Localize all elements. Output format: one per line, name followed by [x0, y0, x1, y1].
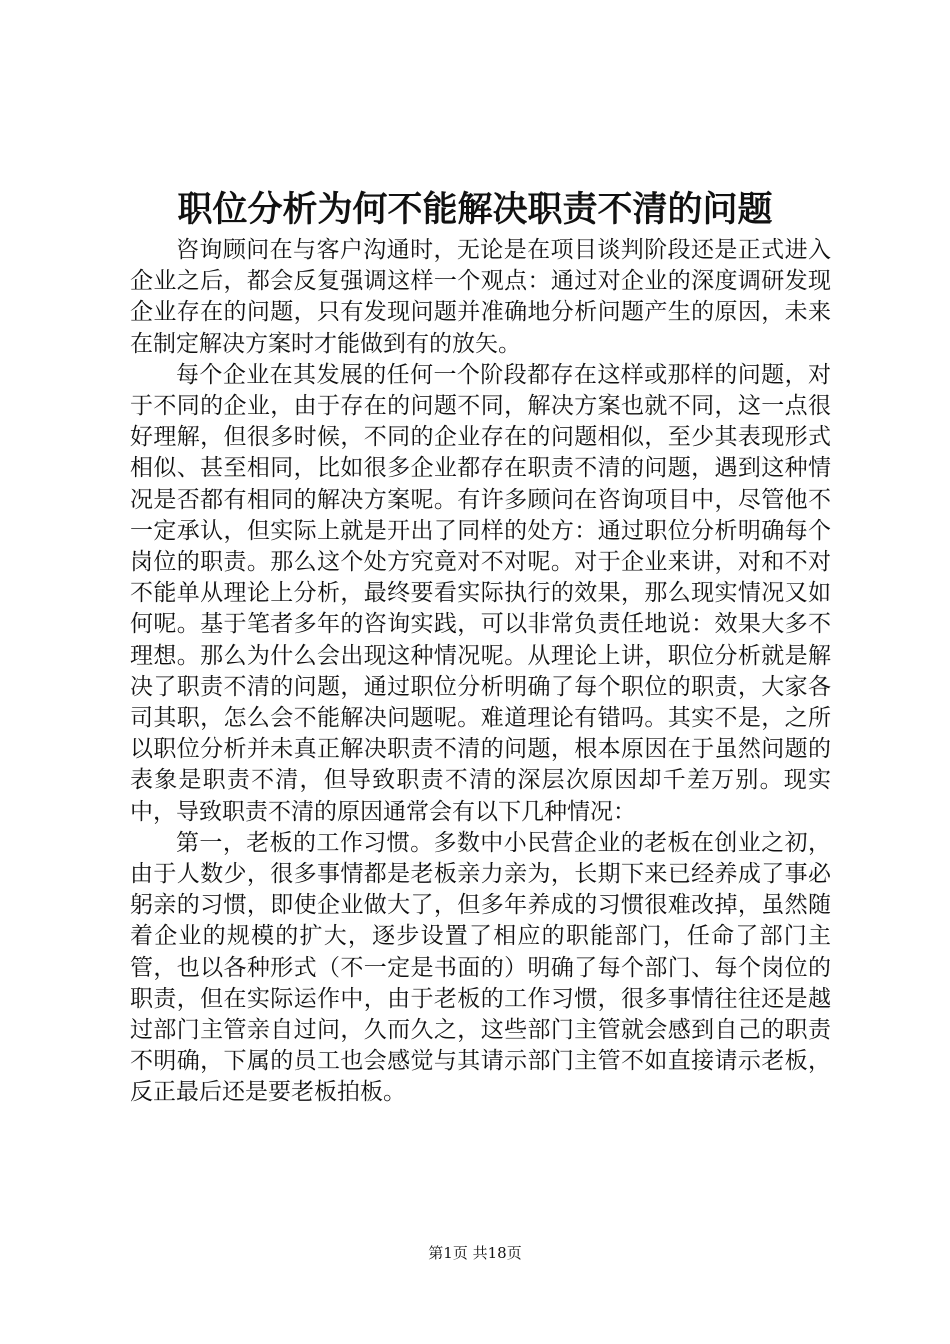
paragraph: 第一，老板的工作习惯。多数中小民营企业的老板在创业之初，由于人数少，很多事情都是老板亲力亲为，长期下来已经养成了事必躬亲的习惯，即使企业做大了，但多年养成的习惯很难改掉，虽然随着企业的规模的扩大，逐步设置了相应的职能部门，任命了部门主管，也以各种形式（不一定是书面的）明确了每个部门、每个岗位的职责，但在实际运作中，由于老板的工作习惯，很多事情往往还是越过部门主管亲自过问，久而久之，这些部门主管就会感到自己的职责不明确，下属的员工也会感觉与其请示部门主管不如直接请示老板，反正最后还是要老板拍板。 [130, 829, 831, 1106]
page-footer: 第1页 共18页 [428, 1244, 522, 1262]
paragraph: 每个企业在其发展的任何一个阶段都存在这样或那样的问题，对于不同的企业，由于存在的问题不同，解决方案也就不同，这一点很好理解，但很多时候，不同的企业存在的问题相似，至少其表现形式相似、甚至相同，比如很多企业都存在职责不清的问题，遇到这种情况是否都有相同的解决方案呢。有许多顾问在咨询项目中，尽管他不一定承认，但实际上就是开出了同样的处方：通过职位分析明确每个岗位的职责。那么这个处方究竟对不对呢。对于企业来讲，对和不对不能单从理论上分析，最终要看实际执行的效果，那么现实情况又如何呢。基于笔者多年的咨询实践，可以非常负责任地说：效果大多不理想。那么为什么会出现这种情况呢。从理论上讲，职位分析就是解决了职责不清的问题，通过职位分析明确了每个职位的职责，大家各司其职，怎么会不能解决问题呢。难道理论有错吗。其实不是，之所以职位分析并未真正解决职责不清的问题，根本原因在于虽然问题的表象是职责不清，但导致职责不清的深层次原因却千差万别。现实中，导致职责不清的原因通常会有以下几种情况： [130, 361, 831, 825]
document-title: 职位分析为何不能解决职责不清的问题 [177, 189, 773, 230]
document-body [130, 235, 831, 1109]
paragraph: 咨询顾问在与客户沟通时，无论是在项目谈判阶段还是正式进入企业之后，都会反复强调这样一个观点：通过对企业的深度调研发现企业存在的问题，只有发现问题并准确地分析问题产生的原因，未来在制定解决方案时才能做到有的放矢。 [130, 237, 831, 357]
